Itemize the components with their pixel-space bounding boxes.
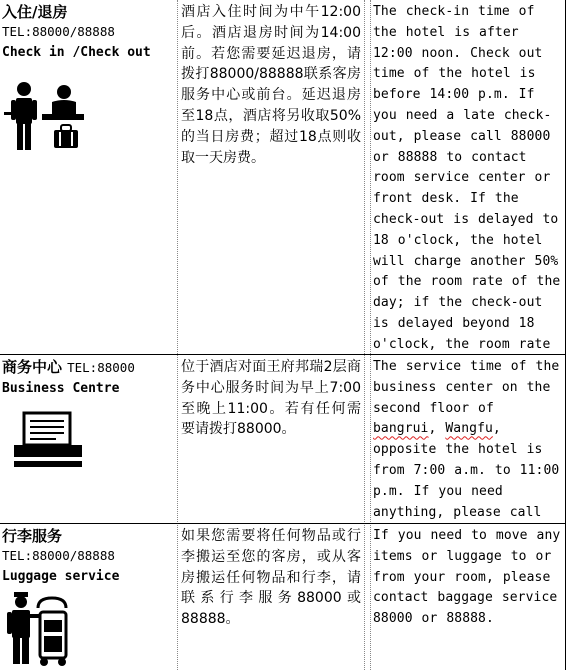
reception-desk-icon <box>2 80 84 156</box>
service-title-en: Check in /Check out <box>2 45 151 60</box>
service-name-cell <box>0 0 178 354</box>
service-description-en: If you need to move any items or luggage to or from your room, please contact baggage service 88000 or 88888. <box>373 528 561 627</box>
column-divider <box>364 0 365 670</box>
service-title-zh: 商务中心 <box>2 358 63 376</box>
service-description-en <box>373 357 564 523</box>
spellcheck-word: bangrui <box>373 421 429 437</box>
service-description-en-cell <box>364 0 566 354</box>
service-description-zh-cell <box>178 355 364 523</box>
service-description-en: The check-in time of the hotel is after 12:00 noon. Check out time of the hotel is before 14:00 p.m. If you need a late check-out, please call 88000 or 88888 to contact room service center or front desk. If the check-out is delayed to 18 o'clock, the hotel will charge another 50% of the room rate of the day; if the check-out is delayed beyond 18 o'clock, the room rate <box>373 4 561 352</box>
service-title-en: Business Centre <box>2 381 120 396</box>
column-divider <box>370 0 371 670</box>
printer-icon <box>12 411 84 469</box>
service-description-zh-cell <box>178 524 364 670</box>
service-title-en: Luggage service <box>2 569 120 584</box>
service-phone: TEL:88000/88888 <box>2 548 115 563</box>
service-name-cell <box>0 524 178 670</box>
table-row-business-centre <box>0 355 566 523</box>
table-row-luggage-service <box>0 524 566 670</box>
service-title-zh: 行李服务 <box>2 527 63 545</box>
text-segment: , <box>428 421 446 437</box>
service-phone: TEL:88000/88888 <box>2 24 115 39</box>
service-description-en-cell <box>364 355 566 523</box>
service-description-zh: 位于酒店对面王府邦瑞2层商务中心服务时间为早上7:00至晚上11:00。若有任何需要请拨打88000。 <box>181 359 361 438</box>
service-description-en-cell <box>364 524 566 670</box>
column-divider <box>177 0 178 670</box>
service-name-cell <box>0 355 178 523</box>
row-divider <box>0 354 566 355</box>
text-segment: , opposite the hotel is from 7:00 a.m. to 11:00 p.m. If you need anything, please call <box>373 421 560 520</box>
service-phone: TEL:88000 <box>67 360 135 375</box>
text-segment: The service time of the business center on the second floor of <box>373 359 560 416</box>
service-description-zh-cell <box>178 0 364 354</box>
spellcheck-word: Wangfu <box>445 421 493 437</box>
service-title-zh: 入住/退房 <box>2 3 68 21</box>
service-description-zh: 酒店入住时间为中午12:00后。酒店退房时间为14:00前。若您需要延迟退房，请拨打88000/88888联系客房服务中心或前台。延迟退房至18点，酒店将另收取50%的当日房费；超过18点则收取一天房费。 <box>181 4 361 166</box>
service-description-zh: 如果您需要将任何物品或行李搬运至您的客房，或从客房搬运任何物品和行李，请联系行李服务88000或88888。 <box>181 528 361 628</box>
row-divider <box>0 523 566 524</box>
bellhop-luggage-cart-icon <box>4 590 74 668</box>
